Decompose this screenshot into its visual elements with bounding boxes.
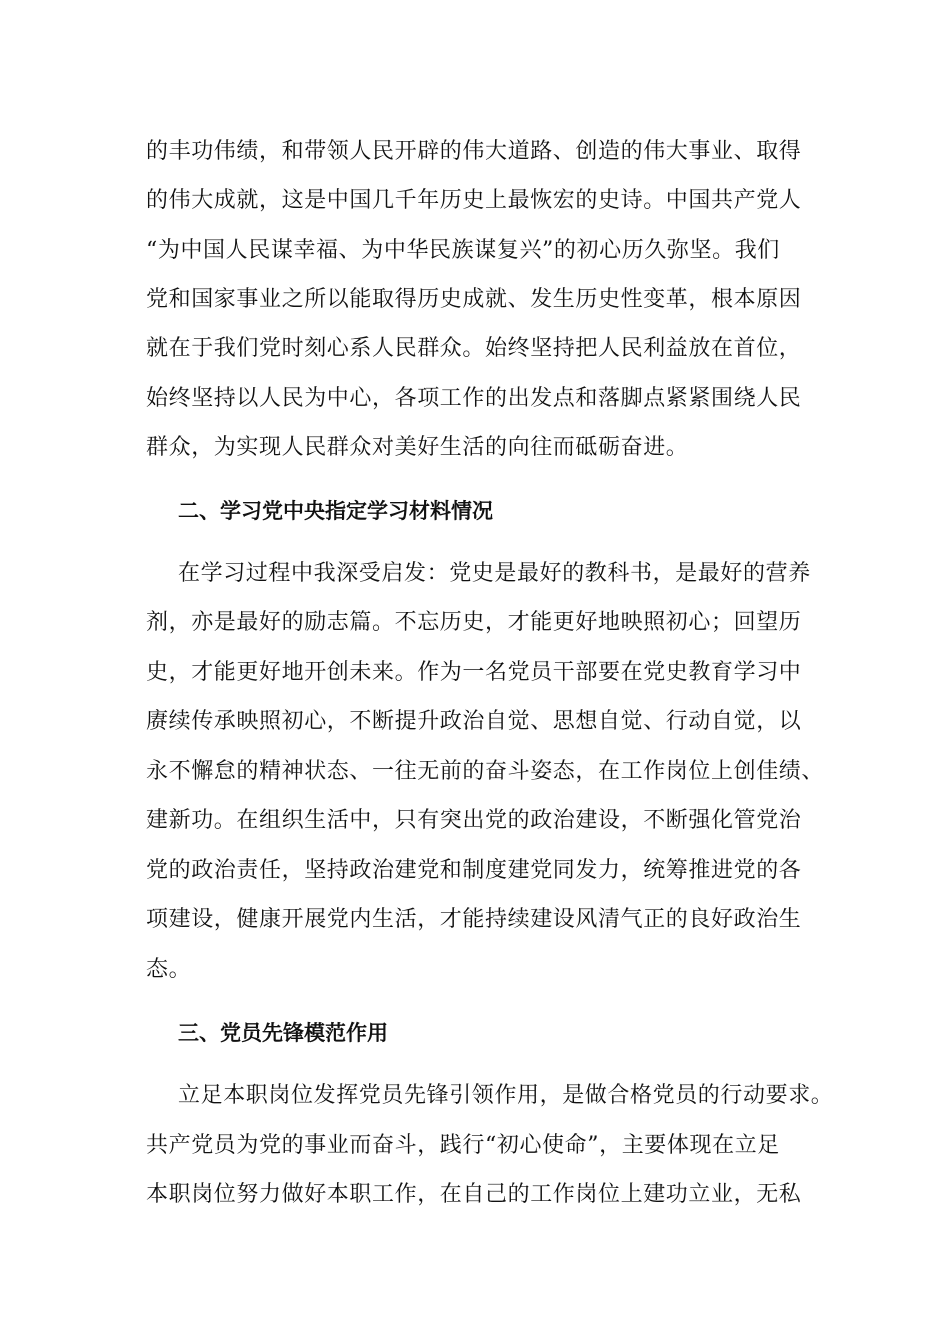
paragraph-line: 项建设，健康开展党内生活，才能持续建设风清气正的良好政治生 bbox=[146, 907, 802, 932]
paragraph-line: 共产党员为党的事业而奋斗，践行“初心使命”，主要体现在立足 bbox=[146, 1133, 780, 1158]
paragraph-line: 永不懈怠的精神状态、一往无前的奋斗姿态，在工作岗位上创佳绩、 bbox=[146, 759, 825, 784]
paragraph-line: 态。 bbox=[146, 957, 192, 982]
paragraph-line: 始终坚持以人民为中心，各项工作的出发点和落脚点紧紧围绕人民 bbox=[146, 386, 802, 411]
section-heading: 二、学习党中央指定学习材料情况 bbox=[178, 499, 493, 523]
paragraph-line: 在学习过程中我深受启发：党史是最好的教科书，是最好的营养 bbox=[178, 561, 811, 586]
paragraph-line: “为中国人民谋幸福、为中华民族谋复兴”的初心历久弥坚。我们 bbox=[146, 238, 780, 263]
paragraph-line: 的丰功伟绩，和带领人民开辟的伟大道路、创造的伟大事业、取得 bbox=[146, 139, 802, 164]
paragraph-line: 赓续传承映照初心，不断提升政治自觉、思想自觉、行动自觉，以 bbox=[146, 709, 802, 734]
paragraph-line: 本职岗位努力做好本职工作，在自己的工作岗位上建功立业，无私 bbox=[146, 1182, 802, 1207]
paragraph-line: 党的政治责任，坚持政治建党和制度建党同发力，统筹推进党的各 bbox=[146, 858, 802, 883]
paragraph-line: 立足本职岗位发挥党员先锋引领作用，是做合格党员的行动要求。 bbox=[178, 1083, 834, 1108]
paragraph-line: 剂，亦是最好的励志篇。不忘历史，才能更好地映照初心；回望历 bbox=[146, 610, 802, 635]
paragraph-line: 建新功。在组织生活中，只有突出党的政治建设，不断强化管党治 bbox=[146, 808, 802, 833]
paragraph-line: 群众，为实现人民群众对美好生活的向往而砥砺奋进。 bbox=[146, 435, 689, 460]
section-heading: 三、党员先锋模范作用 bbox=[178, 1021, 388, 1045]
paragraph-line: 史，才能更好地开创未来。作为一名党员干部要在党史教育学习中 bbox=[146, 660, 802, 685]
paragraph-line: 党和国家事业之所以能取得历史成就、发生历史性变革，根本原因 bbox=[146, 287, 802, 312]
paragraph-line: 就在于我们党时刻心系人民群众。始终坚持把人民利益放在首位， bbox=[146, 336, 802, 361]
paragraph-line: 的伟大成就，这是中国几千年历史上最恢宏的史诗。中国共产党人 bbox=[146, 188, 802, 213]
